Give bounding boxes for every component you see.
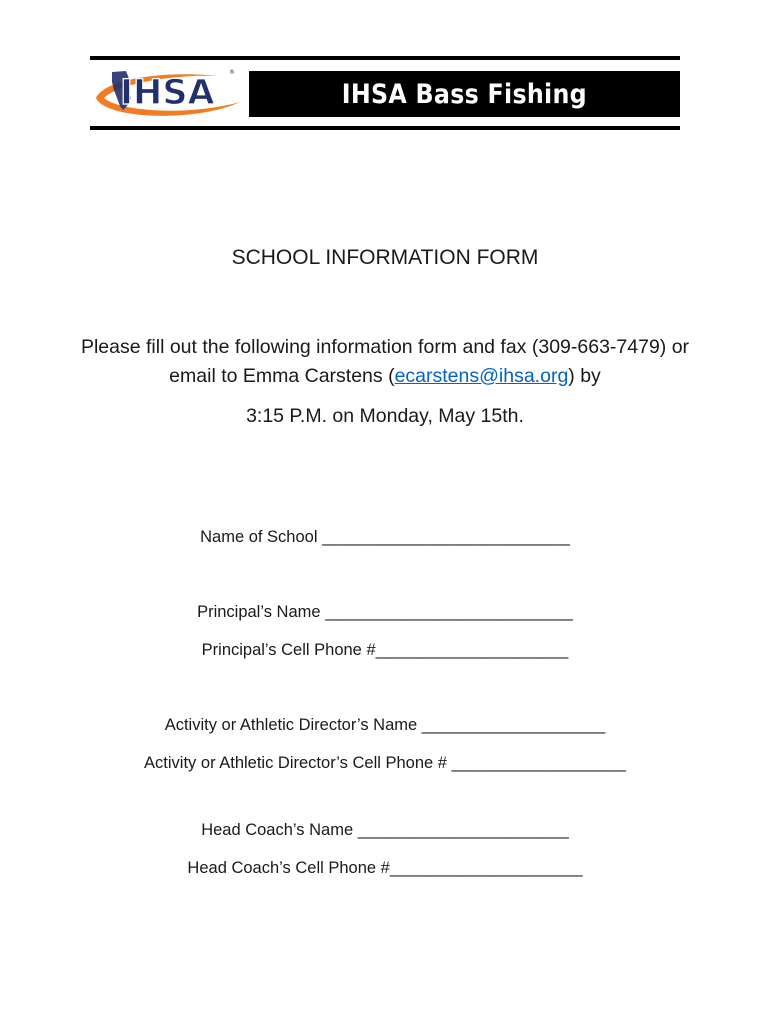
field-label: Principal’s Cell Phone # (201, 641, 376, 659)
header-top-rule (90, 56, 680, 60)
instructions-text: Please fill out the following information form and fax (309-663-7479) or email to Emma Carstens ( (80, 336, 690, 387)
ihsa-logo (90, 62, 245, 122)
deadline-text: 3:15 P.M. on Monday, May 15th. (246, 405, 524, 427)
banner-title-text: IHSA Bass Fishing (341, 78, 588, 110)
svg-text:IHSA: IHSA (120, 73, 215, 113)
field-blank[interactable]: ____________________ (421, 716, 606, 734)
field-director-name[interactable] (0, 716, 770, 735)
field-blank[interactable]: _____________________ (389, 859, 583, 877)
banner-title (249, 71, 680, 117)
header-bottom-rule (90, 126, 680, 130)
instructions-text-end: ) by (568, 365, 601, 387)
svg-text:®: ® (229, 69, 235, 76)
field-label: Principal’s Name (197, 603, 321, 621)
field-principal-phone[interactable] (0, 641, 770, 660)
field-coach-phone[interactable] (0, 859, 770, 878)
field-blank[interactable]: ___________________________ (322, 528, 570, 546)
field-blank[interactable]: _______________________ (357, 821, 569, 839)
field-blank[interactable]: _____________________ (375, 641, 569, 659)
field-label: Head Coach’s Name (201, 821, 354, 839)
field-director-phone[interactable] (0, 754, 770, 773)
field-school-name[interactable] (0, 528, 770, 547)
field-label: Activity or Athletic Director’s Name (164, 716, 418, 734)
field-blank[interactable]: ___________________ (451, 754, 626, 772)
email-link[interactable]: ecarstens@ihsa.org (394, 365, 569, 387)
ihsa-logo-icon (90, 62, 245, 122)
instructions-paragraph (60, 333, 710, 391)
field-coach-name[interactable] (0, 821, 770, 840)
field-blank[interactable]: ___________________________ (325, 603, 573, 621)
field-label: Name of School (200, 528, 318, 546)
field-label: Activity or Athletic Director’s Cell Phone # (144, 754, 447, 772)
field-principal-name[interactable] (0, 603, 770, 622)
field-label: Head Coach’s Cell Phone # (187, 859, 390, 877)
form-title: SCHOOL INFORMATION FORM (231, 246, 539, 269)
